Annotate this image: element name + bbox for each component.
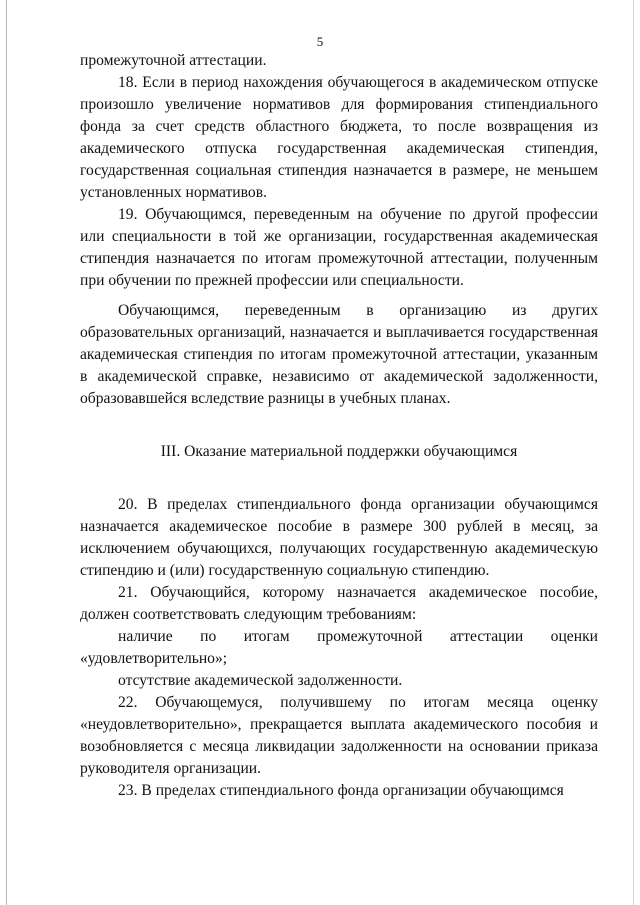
document-body xyxy=(80,50,598,802)
paragraph-19: 19. Обучающимся, переведенным на обучение по другой профессии или специальности в той же организации, государственная академическая стипендия назначается по итогам промежуточной аттестации, полученным при обучении по прежней профессии или специальности. xyxy=(80,206,598,289)
paragraph-20: 20. В пределах стипендиального фонда организации обучающимся назначается академическое пособие в размере 300 рублей в месяц, за исключением обучающихся, получающих государственную академическую стипендию и (или) государственную социальную стипендию. xyxy=(80,496,598,579)
paragraph-21: 21. Обучающийся, которому назначается академическое пособие, должен соответствовать следующим требованиям: xyxy=(80,584,598,623)
section-heading: III. Оказание материальной поддержки обучающимся xyxy=(160,443,518,460)
scan-edge-left xyxy=(6,0,7,905)
paragraph-22: 22. Обучающемуся, получившему по итогам месяца оценку «неудовлетворительно», прекращается выплата академического пособия и возобновляется с месяца ликвидации задолженности на основании приказа руководителя организации. xyxy=(80,694,598,777)
requirement-grade: наличие по итогам промежуточной аттестации оценки «удовлетворительно»; xyxy=(80,628,598,667)
requirement-no-debt: отсутствие академической задолженности. xyxy=(118,672,403,689)
scan-edge-right xyxy=(633,0,634,905)
paragraph-19-transferred: Обучающимся, переведенным в организацию из других образовательных организаций, назначается и выплачивается государственная академическая стипендия по итогам промежуточной аттестации, указанным в академической справке, независимо от академической задолженности, образовавшейся вследствие разницы в учебных планах. xyxy=(80,302,598,407)
page-number: 5 xyxy=(316,34,324,49)
paragraph-23: 23. В пределах стипендиального фонда организации обучающимся xyxy=(118,782,564,799)
paragraph-18: 18. Если в период нахождения обучающегося в академическом отпуске произошло увеличение нормативов для формирования стипендиального фонда за счет средств областного бюджета, то после возвращения из академического отпуска государственная академическая стипендия, государственная социальная стипендия назначается в размере, не меньшем установленных нормативов. xyxy=(80,74,598,201)
paragraph-continuation: промежуточной аттестации. xyxy=(80,52,267,69)
